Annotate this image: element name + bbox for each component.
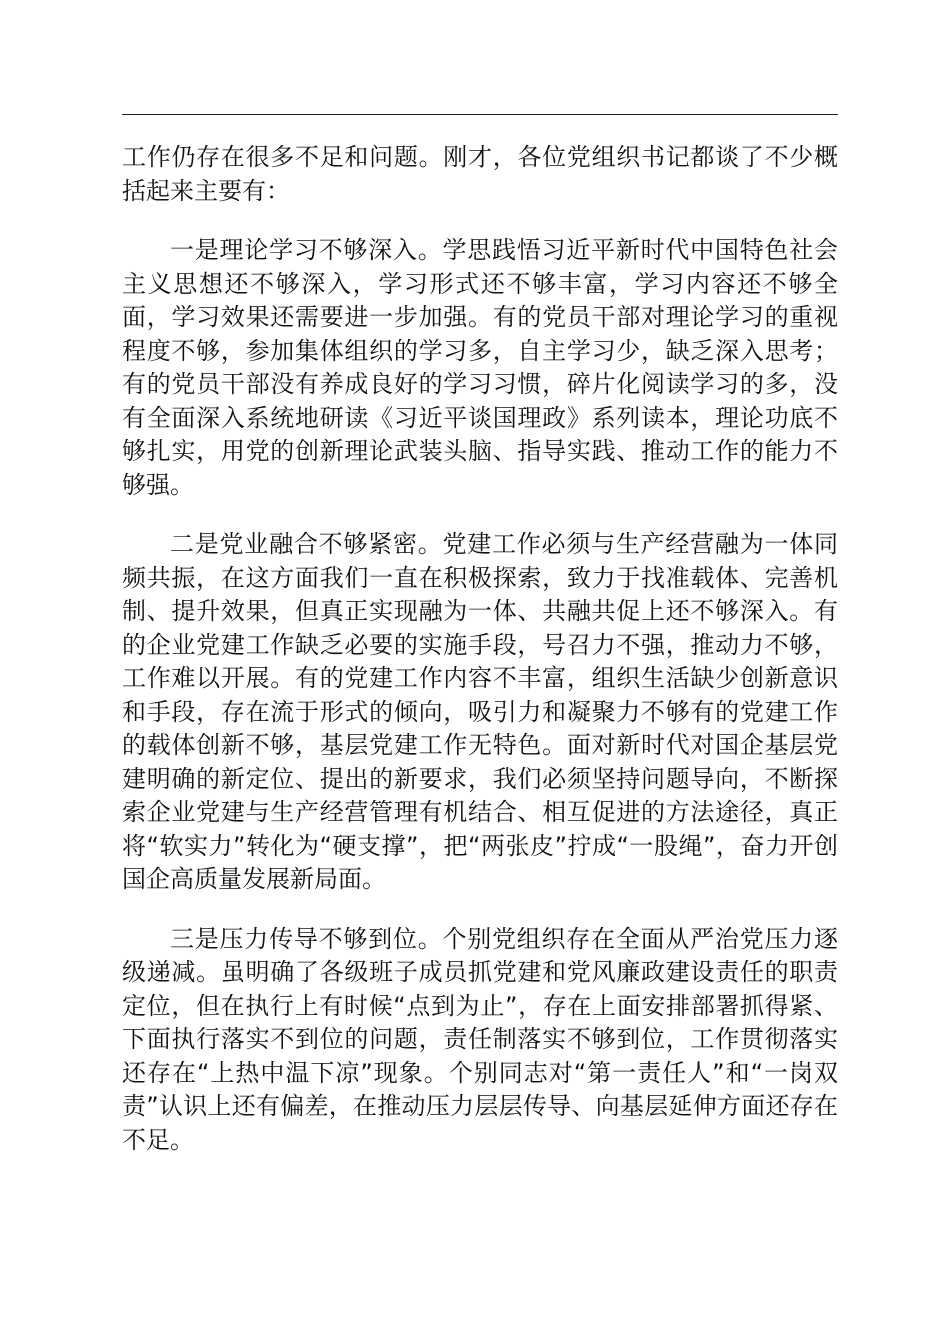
header-rule [122,114,838,115]
paragraph-continuation: 工作仍存在很多不足和问题。刚才，各位党组织书记都谈了不少概括起来主要有： [122,143,838,205]
paragraph-party-business-integration: 二是党业融合不够紧密。党建工作必须与生产经营融为一体同频共振，在这方面我们一直在积极探索，致力于找准载体、完善机制、提升效果，但真正实现融为一体、共融共促上还不够深入。有的企业党建工作缺乏必要的实施手段，号召力不强，推动力不够，工作难以开展。有的党建工作内容不丰富，组织生活缺少创新意识和手段，存在流于形式的倾向，吸引力和凝聚力不够有的党建工作的载体创新不够，基层党建工作无特色。面对新时代对国企基层党建明确的新定位、提出的新要求，我们必须坚持问题导向，不断探索企业党建与生产经营管理有机结合、相互促进的方法途径，真正将“软实力”转化为“硬支撑”，把“两张皮”拧成“一股绳”，奋力开创国企高质量发展新局面。 [122,530,838,893]
paragraph-theory-study: 一是理论学习不够深入。学思践悟习近平新时代中国特色社会主义思想还不够深入，学习形式还不够丰富，学习内容还不够全面，学习效果还需要进一步加强。有的党员干部对理论学习的重视程度不够，参加集体组织的学习多，自主学习少，缺乏深入思考；有的党员干部没有养成良好的学习习惯，碎片化阅读学习的多，没有全面深入系统地研读《习近平谈国理政》系列读本，理论功底不够扎实，用党的创新理论武装头脑、指导实践、推动工作的能力不够强。 [122,236,838,499]
document-body [122,141,838,1183]
paragraph-pressure-transmission: 三是压力传导不够到位。个别党组织存在全面从严治党压力逐级递减。虽明确了各级班子成员抓党建和党风廉政建设责任的职责定位，但在执行上有时候“点到为止”，存在上面安排部署抓得紧、下面执行落实不到位的问题，责任制落实不够到位，工作贯彻落实还存在“上热中温下凉”现象。个别同志对“第一责任人”和“一岗双责”认识上还有偏差，在推动压力层层传导、向基层延伸方面还存在不足。 [122,924,838,1154]
